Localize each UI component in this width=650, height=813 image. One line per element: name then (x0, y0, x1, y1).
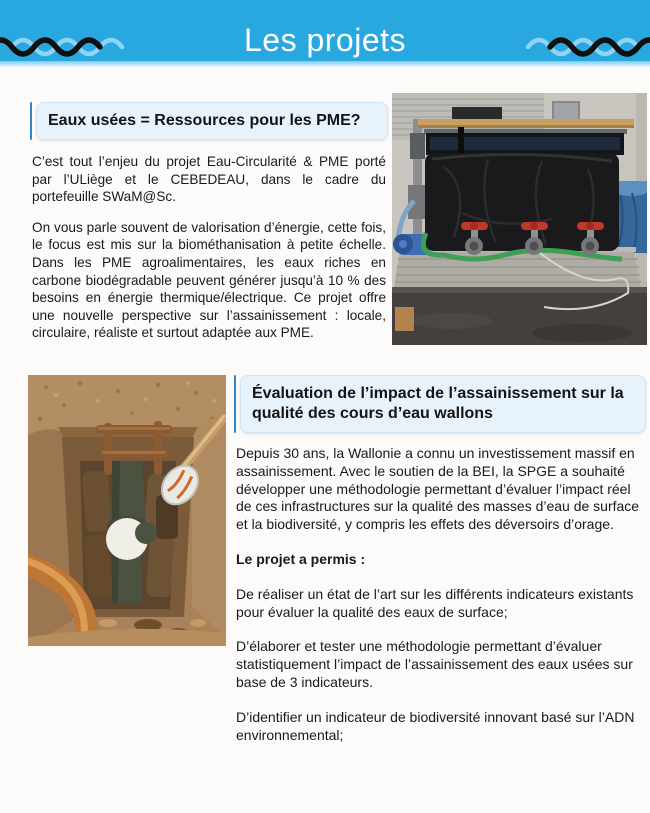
page-header (0, 0, 650, 67)
article-2-text-column (234, 375, 646, 744)
article-2-paragraph-1: Depuis 30 ans, la Wallonie a connu un investissement massif en assainissement. Avec le soutien de la BEI, la SPGE a souhaité développer une méthodologie permettant d’évaluer l’impact réel de ces infrastructures sur la qualité des masses d’eau de surface et la biodiversité, y compris les effets des déversoirs d’orage. (236, 444, 640, 533)
article-1-paragraph-2: On vous parle souvent de valorisation d’énergie, cette fois, le focus est mis sur la biométhanisation à petite échelle. Dans les PME agroalimentaires, les eaux riches en carbone biodégradable peuvent générer jusqu’à 10 % des besoins en énergie thermique/électrique. Ce projet offre une nouvelle perspective sur l’assainissement : locale, circulaire, réaliste et surtout adaptée aux PME. (32, 219, 386, 341)
article-2-paragraph-4: D’identifier un indicateur de biodiversité innovant basé sur l’ADN environnemental; (236, 708, 635, 743)
wave-ornament-right-icon (512, 29, 650, 65)
article-2-heading-row (234, 375, 646, 433)
article-eaux-usees (30, 102, 650, 342)
manhole-excavation-photo (28, 375, 226, 646)
article-2-paragraph-3: D’élaborer et tester une méthodologie permettant d’évaluer statistiquement l’impact de l’assainissement des eaux usées sur base de 3 indicateurs. (236, 638, 633, 690)
article-1-paragraph-1: C’est tout l’enjeu du projet Eau-Circularité & PME porté par l’ULiège et le CEBEDEAU, dans le cadre du portefeuille SWaM@Sc. (32, 154, 386, 205)
article-2-subheading: Le projet a permis : (236, 550, 366, 567)
biomethanisation-unit-photo (392, 93, 647, 345)
article-2-heading: Évaluation de l’impact de l’assainissement sur la qualité des cours d’eau wallons (240, 375, 646, 433)
article-1-heading: Eaux usées = Ressources pour les PME? (36, 102, 388, 140)
article-1-text-column (30, 102, 388, 342)
article-2-paragraph-2: De réaliser un état de l’art sur les différents indicateurs existants pour évaluer la qualité des eaux de surface; (236, 585, 634, 620)
heading-accent-bar (30, 102, 32, 140)
wave-ornament-left-icon (0, 29, 138, 65)
heading-accent-bar (234, 375, 236, 433)
page-title: Les projets (243, 22, 407, 58)
page-body (0, 102, 650, 744)
article-1-heading-row (30, 102, 388, 140)
article-evaluation-assainissement (28, 375, 650, 744)
